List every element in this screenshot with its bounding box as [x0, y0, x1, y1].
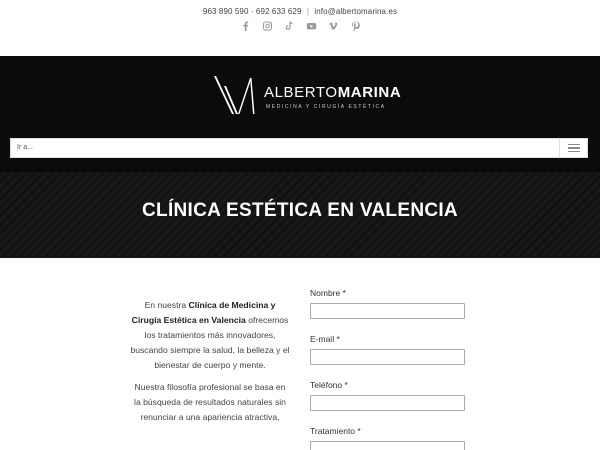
- intro-p1-end: ofrecemos los tratamientos más innovadores, buscando siempre la salud, la belleza y el bienestar de cuerpo y mente.: [130, 315, 290, 370]
- name-input[interactable]: [310, 303, 465, 319]
- logo-wordmark: [264, 84, 401, 101]
- instagram-icon[interactable]: [262, 20, 273, 32]
- email-link[interactable]: info@albertomarina.es: [314, 7, 398, 16]
- logo-tagline: MEDICINA Y CIRUGÍA ESTÉTICA: [266, 104, 386, 110]
- vimeo-icon[interactable]: [328, 20, 339, 32]
- hero-banner: [0, 172, 600, 258]
- intro-p1-bold: Clínica de Medicina y Cirugía Estética en Valencia: [131, 300, 276, 325]
- logo-name-bold: MARINA: [337, 84, 402, 101]
- intro-text: [130, 298, 290, 432]
- facebook-icon[interactable]: [240, 20, 251, 32]
- intro-paragraph-2: Nuestra filosofía profesional se basa en la búsqueda de resultados naturales sin renunciar a una apariencia atractiva,: [134, 382, 286, 422]
- treatment-field-group: [310, 426, 470, 450]
- logo-name-regular: ALBERTO: [264, 84, 338, 101]
- phone-input[interactable]: [310, 395, 465, 411]
- email-field-group: [310, 334, 470, 365]
- pinterest-icon[interactable]: [350, 20, 361, 32]
- mobile-nav-select[interactable]: [10, 138, 588, 158]
- top-contact-bar: [0, 0, 600, 56]
- site-header: [0, 56, 600, 172]
- email-input[interactable]: [310, 349, 465, 365]
- name-field: [310, 288, 470, 319]
- contact-divider: |: [306, 7, 310, 16]
- intro-paragraph-1: [130, 298, 290, 373]
- intro-p1-start: En nuestra: [144, 300, 189, 310]
- phone-field-group: [310, 380, 470, 411]
- youtube-icon[interactable]: [306, 20, 317, 32]
- hamburger-menu-icon[interactable]: [559, 139, 587, 157]
- treatment-select[interactable]: [310, 441, 465, 450]
- nav-select-placeholder: Ir a...: [17, 144, 33, 151]
- main-content: [0, 258, 600, 450]
- contact-line: [0, 7, 600, 16]
- phone-label: Teléfono *: [310, 380, 348, 390]
- email-label: E-mail *: [310, 334, 340, 344]
- phone-numbers[interactable]: 963 890 590 · 692 633 629: [202, 7, 302, 16]
- social-icons: [0, 20, 600, 32]
- contact-form: [310, 288, 470, 450]
- page-title: CLÍNICA ESTÉTICA EN VALENCIA: [142, 200, 458, 221]
- logo-monogram-icon: [212, 74, 256, 118]
- site-logo[interactable]: [212, 74, 402, 118]
- treatment-label: Tratamiento *: [310, 426, 361, 436]
- tiktok-icon[interactable]: [284, 20, 295, 32]
- name-label: Nombre *: [310, 288, 346, 298]
